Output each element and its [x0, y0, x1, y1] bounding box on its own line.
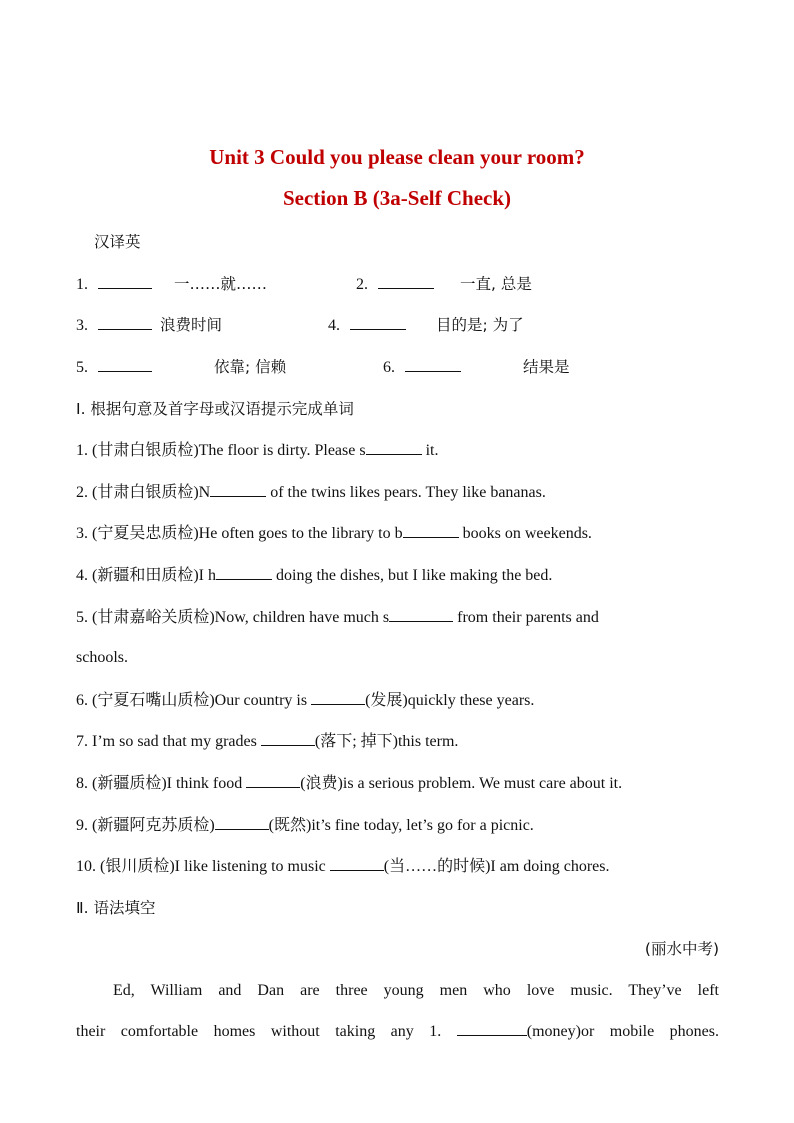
- section2-heading: Ⅱ. 语法填空: [76, 899, 156, 917]
- exercise-item-8: 8. (新疆质检)I think food (浪费)is a serious problem. We must care about it.: [76, 775, 623, 792]
- answer-blank[interactable]: [403, 523, 459, 538]
- answer-blank[interactable]: [210, 482, 266, 497]
- cloze-paragraph-line-2: their comfortable homes without taking any 1. (money)or mobile phones.: [76, 1023, 720, 1040]
- answer-blank[interactable]: [261, 731, 315, 746]
- answer-blank[interactable]: [98, 315, 152, 330]
- exercise-item-4: 4. (新疆和田质检)I h doing the dishes, but I like making the bed.: [76, 567, 553, 584]
- exercise-item-9: 9. (新疆阿克苏质检) (既然)it’s fine today, let’s go for a picnic.: [76, 817, 534, 834]
- answer-blank[interactable]: [246, 773, 300, 788]
- answer-blank[interactable]: [98, 357, 152, 372]
- answer-blank[interactable]: [457, 1021, 527, 1036]
- vocab-item-3: 3. 浪费时间: [76, 316, 223, 334]
- exercise-item-3: 3. (宁夏吴忠质检)He often goes to the library to b books on weekends.: [76, 525, 592, 542]
- vocab-item-5: 5. 依靠; 信赖: [76, 358, 287, 376]
- exercise-item-5-continued: schools.: [76, 649, 128, 666]
- section-title: Section B (3a-Self Check): [282, 186, 512, 210]
- answer-blank[interactable]: [330, 856, 384, 871]
- section1-heading: Ⅰ. 根据句意及首字母或汉语提示完成单词: [76, 400, 354, 418]
- answer-blank[interactable]: [378, 274, 434, 289]
- exercise-item-10: 10. (银川质检)I like listening to music (当……的时候)I am doing chores.: [76, 858, 610, 875]
- vocab-item-6: 6. 结果是: [383, 358, 570, 376]
- answer-blank[interactable]: [98, 274, 152, 289]
- vocab-item-2: 2. 一直, 总是: [356, 275, 532, 293]
- answer-blank[interactable]: [215, 815, 269, 830]
- vocab-item-1: 1. 一……就……: [76, 275, 268, 293]
- section2-source: (丽水中考): [644, 940, 719, 958]
- unit-title: Unit 3 Could you please clean your room?: [209, 145, 585, 169]
- exercise-item-7: 7. I’m so sad that my grades (落下; 掉下)this term.: [76, 733, 459, 750]
- answer-blank[interactable]: [389, 607, 453, 622]
- answer-blank[interactable]: [311, 690, 365, 705]
- answer-blank[interactable]: [350, 315, 406, 330]
- answer-blank[interactable]: [405, 357, 461, 372]
- vocab-heading: 汉译英: [94, 233, 141, 251]
- exercise-item-5: 5. (甘肃嘉峪关质检)Now, children have much s from their parents and: [76, 609, 599, 626]
- cloze-paragraph-line-1: Ed, William and Dan are three young men who love music. They’ve left: [113, 982, 719, 999]
- exercise-item-6: 6. (宁夏石嘴山质检)Our country is (发展)quickly these years.: [76, 692, 535, 709]
- exercise-item-2: 2. (甘肃白银质检)N of the twins likes pears. They like bananas.: [76, 484, 546, 501]
- answer-blank[interactable]: [366, 440, 422, 455]
- exercise-item-1: 1. (甘肃白银质检)The floor is dirty. Please s it.: [76, 442, 439, 459]
- vocab-item-4: 4. 目的是; 为了: [328, 316, 524, 334]
- answer-blank[interactable]: [216, 565, 272, 580]
